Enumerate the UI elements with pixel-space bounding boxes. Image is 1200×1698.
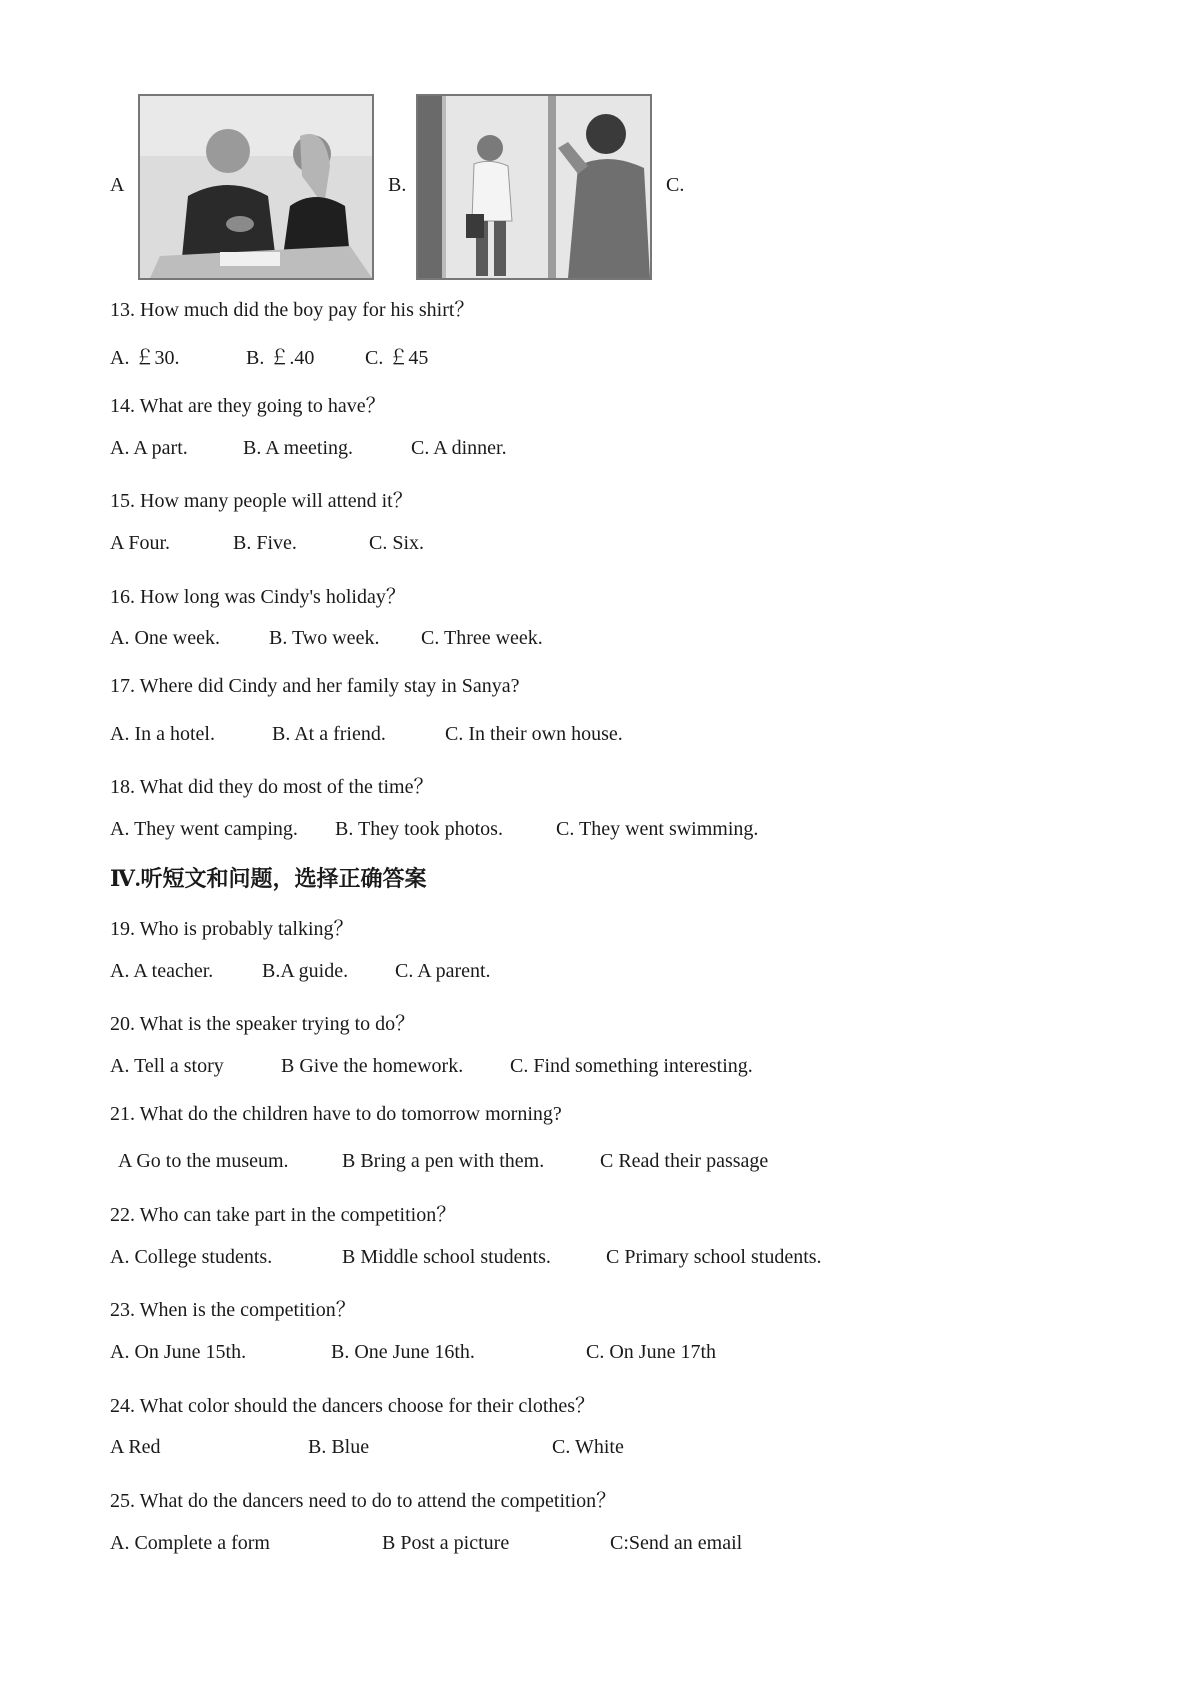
q14-option-a[interactable]: A. A part. [110, 437, 188, 459]
q14-option-c[interactable]: C. A dinner. [411, 437, 507, 459]
picture-label-c: C. [666, 174, 685, 196]
q21-option-a[interactable]: A Go to the museum. [118, 1150, 289, 1172]
q14-option-b[interactable]: B. A meeting. [243, 437, 353, 459]
q23-option-c[interactable]: C. On June 17th [586, 1341, 716, 1363]
question-17: 17. Where did Cindy and her family stay in Sanya? [110, 675, 520, 697]
picture-options [110, 94, 710, 280]
q22-option-a[interactable]: A. College students. [110, 1246, 273, 1268]
q18-option-a[interactable]: A. They went camping. [110, 818, 298, 840]
q24-option-b[interactable]: B. Blue [308, 1436, 370, 1458]
q24-option-c[interactable]: C. White [552, 1436, 624, 1458]
q13-option-b[interactable]: B. ￡.40 [246, 347, 315, 369]
q18-option-b[interactable]: B. They took photos. [335, 818, 503, 840]
photo-person-at-door-icon [418, 96, 650, 278]
q15-option-b[interactable]: B. Five. [233, 532, 297, 554]
q16-option-b[interactable]: B. Two week. [269, 627, 380, 649]
q21-option-b[interactable]: B Bring a pen with them. [342, 1150, 545, 1172]
q20-option-c[interactable]: C. Find something interesting. [510, 1055, 753, 1077]
question-23: 23. When is the competition？ [110, 1299, 356, 1321]
q20-option-b[interactable]: B Give the homework. [281, 1055, 464, 1077]
q18-option-c[interactable]: C. They went swimming. [556, 818, 759, 840]
question-14: 14. What are they going to have？ [110, 395, 386, 417]
photo-person-at-door [416, 94, 652, 280]
section-4-heading: Ⅳ.听短文和问题，选择正确答案 [110, 866, 427, 891]
question-22: 22. Who can take part in the competition？ [110, 1204, 457, 1226]
question-21: 21. What do the children have to do tomorrow morning? [110, 1103, 562, 1125]
q17-option-a[interactable]: A. In a hotel. [110, 723, 215, 745]
q25-option-a[interactable]: A. Complete a form [110, 1532, 270, 1554]
q21-option-c[interactable]: C Read their passage [600, 1150, 769, 1172]
q19-option-a[interactable]: A. A teacher. [110, 960, 214, 982]
picture-label-a: A [110, 174, 125, 196]
q23-option-a[interactable]: A. On June 15th. [110, 1341, 247, 1363]
q25-option-c[interactable]: C:Send an email [610, 1532, 743, 1554]
q19-option-c[interactable]: C. A parent. [395, 960, 491, 982]
q16-option-a[interactable]: A. One week. [110, 627, 220, 649]
q20-option-a[interactable]: A. Tell a story [110, 1055, 224, 1077]
q25-option-b[interactable]: B Post a picture [382, 1532, 510, 1554]
q22-option-c[interactable]: C Primary school students. [606, 1246, 822, 1268]
q17-option-c[interactable]: C. In their own house. [445, 723, 623, 745]
question-25: 25. What do the dancers need to do to attend the competition？ [110, 1490, 617, 1512]
q24-option-a[interactable]: A Red [110, 1436, 161, 1458]
q19-option-b[interactable]: B.A guide. [262, 960, 349, 982]
photo-two-people-talking-icon [140, 96, 372, 278]
question-18: 18. What did they do most of the time？ [110, 776, 434, 798]
q22-option-b[interactable]: B Middle school students. [342, 1246, 551, 1268]
q13-option-c[interactable]: C. ￡45 [365, 347, 429, 369]
question-20: 20. What is the speaker trying to do？ [110, 1013, 416, 1035]
q17-option-b[interactable]: B. At a friend. [272, 723, 386, 745]
q15-option-a[interactable]: A Four. [110, 532, 171, 554]
q23-option-b[interactable]: B. One June 16th. [331, 1341, 475, 1363]
question-15: 15. How many people will attend it？ [110, 490, 413, 512]
picture-label-b: B. [388, 174, 407, 196]
q13-option-a[interactable]: A. ￡30. [110, 347, 180, 369]
photo-two-people-talking [138, 94, 374, 280]
question-24: 24. What color should the dancers choose for their clothes？ [110, 1395, 596, 1417]
question-13: 13. How much did the boy pay for his shirt？ [110, 299, 475, 321]
q15-option-c[interactable]: C. Six. [369, 532, 425, 554]
question-19: 19. Who is probably talking？ [110, 918, 354, 940]
q16-option-c[interactable]: C. Three week. [421, 627, 543, 649]
question-16: 16. How long was Cindy's holiday？ [110, 586, 406, 608]
